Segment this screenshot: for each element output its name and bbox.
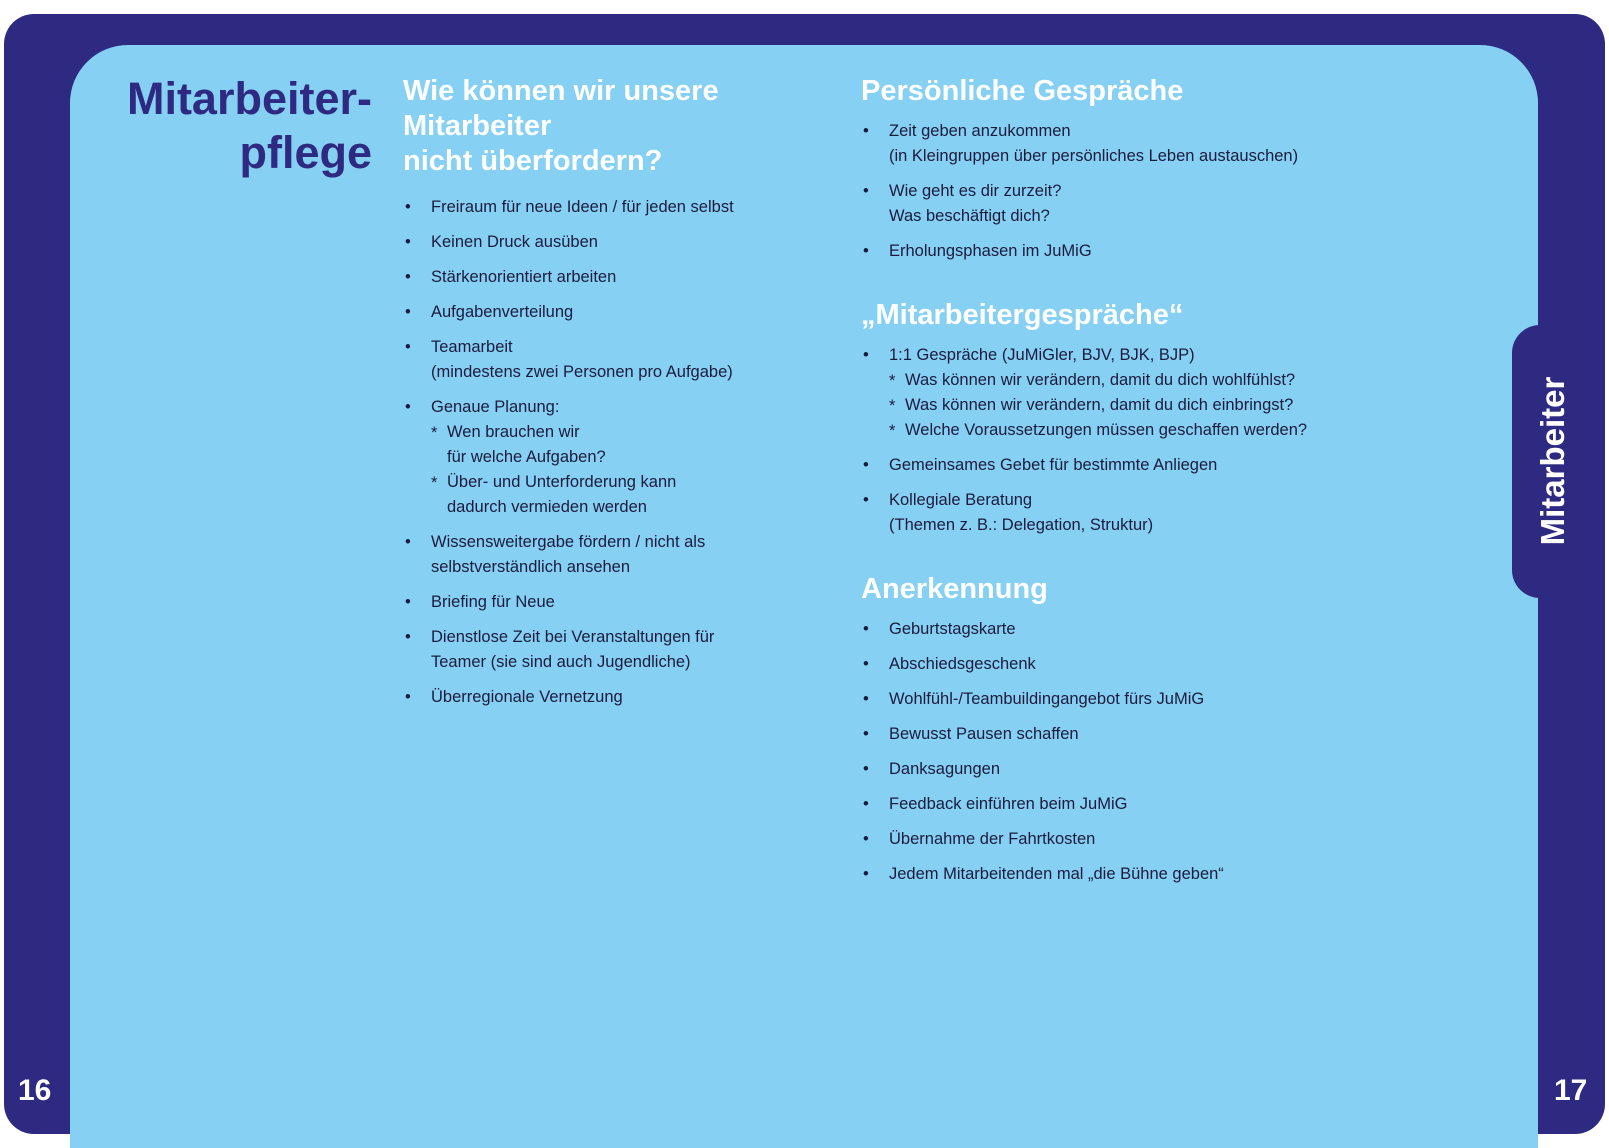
list-item xyxy=(861,453,1421,478)
list-item xyxy=(403,335,803,385)
list-item-text: Teamer (sie sind auch Jugendliche) xyxy=(431,653,691,671)
list-item xyxy=(861,179,1421,229)
list-item xyxy=(861,792,1421,817)
list-item xyxy=(403,395,803,520)
section-heading-staff-talks: „Mitarbeitergespräche“ xyxy=(861,299,1184,331)
section-heading-overload: Wie können wir unsere Mitarbeiter nicht überfordern? xyxy=(403,75,719,177)
page-number-left: 16 xyxy=(18,1074,52,1107)
list-item xyxy=(403,685,803,710)
page-title-line: Mitarbeiter- xyxy=(126,73,372,124)
column-right xyxy=(861,74,1421,897)
list-item-text: • Teamarbeit xyxy=(431,338,513,356)
list-item-text: • Keinen Druck ausüben xyxy=(431,233,598,251)
list-item-text: • Bewusst Pausen schaffen xyxy=(889,725,1079,743)
list-item-text: • Aufgabenverteilung xyxy=(431,303,574,321)
sub-list-item-text: * Was können wir verändern, damit du dich wohlfühlst? xyxy=(905,371,1296,389)
section-heading-personal: Persönliche Gespräche xyxy=(861,75,1184,107)
list-item-text: • Dienstlose Zeit bei Veranstaltungen für xyxy=(431,628,715,646)
sub-list-item xyxy=(431,470,803,520)
list-item-text: • Feedback einführen beim JuMiG xyxy=(889,795,1128,813)
staff-talks-list xyxy=(861,343,1421,538)
list-item xyxy=(861,757,1421,782)
page-title-line: pflege xyxy=(239,127,372,178)
sub-list-item-text: * Welche Voraussetzungen müssen geschaffen werden? xyxy=(905,421,1308,439)
list-item-text: • Freiraum für neue Ideen / für jeden selbst xyxy=(431,198,734,216)
list-item xyxy=(403,195,803,220)
list-item-text: • Erholungsphasen im JuMiG xyxy=(889,242,1092,260)
list-item xyxy=(861,722,1421,747)
list-item-text: (in Kleingruppen über persönliches Leben austauschen) xyxy=(889,147,1299,165)
list-item xyxy=(861,652,1421,677)
list-item xyxy=(861,687,1421,712)
list-item xyxy=(861,617,1421,642)
list-item xyxy=(403,300,803,325)
list-item-text: • Abschiedsgeschenk xyxy=(889,655,1036,673)
list-item-text: • 1:1 Gespräche (JuMiGler, BJV, BJK, BJP) xyxy=(889,346,1195,364)
list-item-text: Was beschäftigt dich? xyxy=(889,207,1050,225)
list-item-text: • Briefing für Neue xyxy=(431,593,555,611)
side-tab-label: Mitarbeiter xyxy=(1534,376,1571,546)
page-title xyxy=(127,72,372,180)
list-item-text: • Danksagungen xyxy=(889,760,1001,778)
personal-talks-list xyxy=(861,119,1421,264)
list-item-text: • Wohlfühl-/Teambuildingangebot fürs JuMiG xyxy=(889,690,1205,708)
list-item-text: (Themen z. B.: Delegation, Struktur) xyxy=(889,516,1154,534)
page-number-right: 17 xyxy=(1554,1074,1588,1107)
list-item-text: selbstverständlich ansehen xyxy=(431,558,631,576)
sub-list-item xyxy=(889,418,1421,443)
column-overload xyxy=(403,74,803,720)
list-item-text: • Zeit geben anzukommen xyxy=(889,122,1071,140)
list-item xyxy=(403,265,803,290)
sub-list-item xyxy=(889,393,1421,418)
list-item xyxy=(403,230,803,255)
list-item xyxy=(861,239,1421,264)
sub-list-item xyxy=(431,420,803,470)
list-item-text: • Jedem Mitarbeitenden mal „die Bühne geben“ xyxy=(889,865,1224,883)
list-item-text: • Geburtstagskarte xyxy=(889,620,1016,638)
list-item-text: • Gemeinsames Gebet für bestimmte Anliegen xyxy=(889,456,1218,474)
list-item xyxy=(403,530,803,580)
sub-list-item-text: * Was können wir verändern, damit du dich einbringst? xyxy=(905,396,1294,414)
list-item-text: • Kollegiale Beratung xyxy=(889,491,1033,509)
list-item xyxy=(861,119,1421,169)
section-heading-recognition: Anerkennung xyxy=(861,573,1048,605)
list-item-text: • Stärkenorientiert arbeiten xyxy=(431,268,617,286)
list-item-text: • Überregionale Vernetzung xyxy=(431,688,623,706)
recognition-list xyxy=(861,617,1421,887)
sub-list-item-text: * Wen brauchen wir xyxy=(447,423,580,441)
list-item xyxy=(861,488,1421,538)
list-item-text: (mindestens zwei Personen pro Aufgabe) xyxy=(431,363,733,381)
list-item-text: • Wie geht es dir zurzeit? xyxy=(889,182,1062,200)
overload-list xyxy=(403,195,803,710)
list-item-text: • Übernahme der Fahrtkosten xyxy=(889,830,1096,848)
list-item-text: • Genaue Planung: xyxy=(431,398,560,416)
sub-list-item xyxy=(889,368,1421,393)
sub-list-item-text: dadurch vermieden werden xyxy=(447,498,647,516)
list-item xyxy=(861,827,1421,852)
list-item-text: • Wissensweitergabe fördern / nicht als xyxy=(431,533,706,551)
list-item xyxy=(861,862,1421,887)
sub-list-item-text: für welche Aufgaben? xyxy=(447,448,606,466)
list-item xyxy=(861,343,1421,443)
list-item xyxy=(403,625,803,675)
sub-list-item-text: * Über- und Unterforderung kann xyxy=(447,473,677,491)
list-item xyxy=(403,590,803,615)
